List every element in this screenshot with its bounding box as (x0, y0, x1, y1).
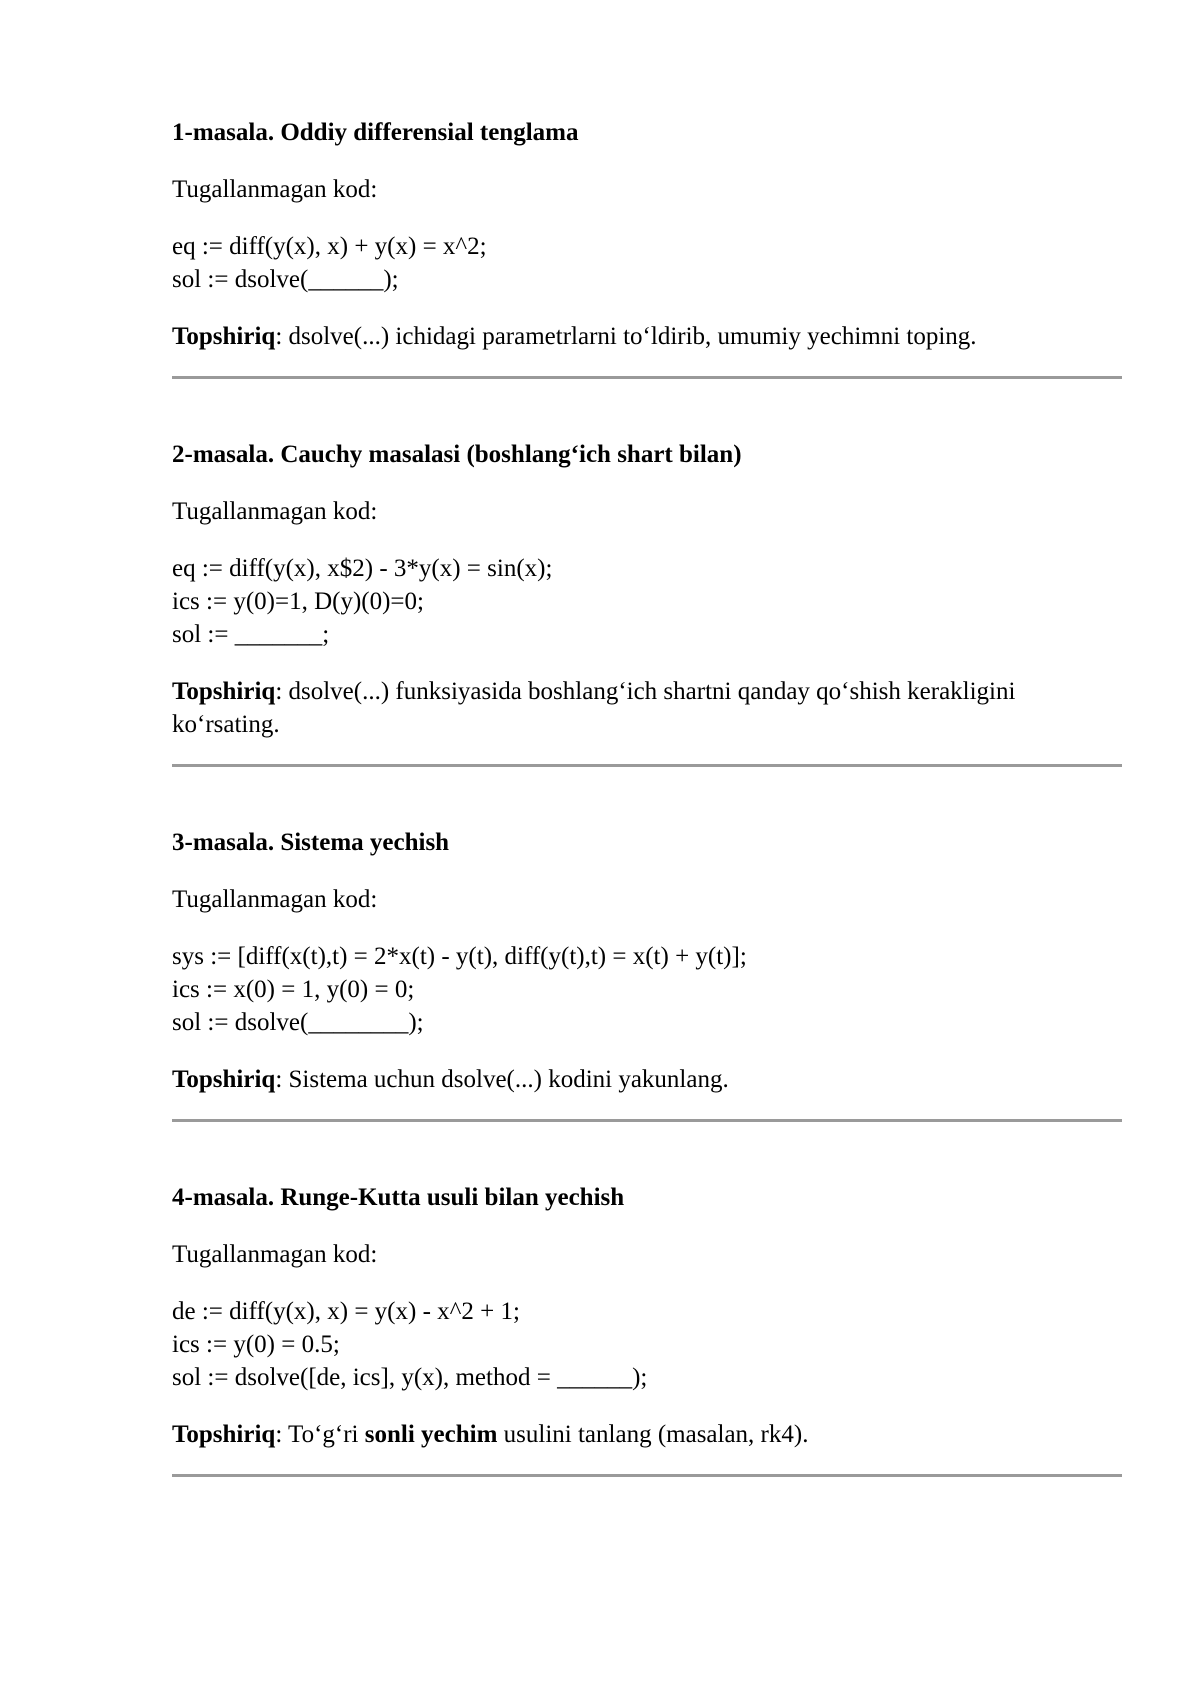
code-line: de := diff(y(x), x) = y(x) - x^2 + 1; (172, 1298, 520, 1325)
code-line: ics := y(0) = 0.5; (172, 1331, 340, 1358)
code-block (172, 940, 1122, 1039)
code-line: sol := _______; (172, 621, 330, 648)
code-line: ics := y(0)=1, D(y)(0)=0; (172, 588, 424, 615)
code-line: eq := diff(y(x), x$2) - 3*y(x) = sin(x); (172, 555, 553, 582)
task-label: Topshiriq (172, 323, 276, 350)
problem-title: 4-masala. Runge-Kutta usuli bilan yechish (172, 1184, 625, 1211)
task-body: : dsolve(...) funksiyasida boshlang‘ich shartni qanday qo‘shish kerakligini ko‘rsating. (172, 678, 1016, 738)
code-line: sol := dsolve(______); (172, 266, 399, 293)
problem-title: 2-masala. Cauchy masalasi (boshlang‘ich shart bilan) (172, 441, 742, 468)
task-body-before: : To‘g‘ri (275, 1421, 365, 1448)
code-line: ics := x(0) = 1, y(0) = 0; (172, 976, 415, 1003)
code-label: Tugallanmagan kod: (172, 886, 378, 913)
problem-2 (172, 438, 1122, 767)
document-page (172, 116, 1122, 1477)
code-line: sol := dsolve(________); (172, 1009, 424, 1036)
problem-4 (172, 1181, 1122, 1477)
code-block (172, 552, 1122, 651)
problem-title: 1-masala. Oddiy differensial tenglama (172, 119, 579, 146)
code-line: sol := dsolve([de, ics], y(x), method = ______); (172, 1364, 648, 1391)
task-body: : Sistema uchun dsolve(...) kodini yakunlang. (275, 1066, 729, 1093)
task-label: Topshiriq (172, 1066, 276, 1093)
code-label: Tugallanmagan kod: (172, 498, 378, 525)
task-body: : dsolve(...) ichidagi parametrlarni to‘ldirib, umumiy yechimni toping. (275, 323, 977, 350)
problem-1 (172, 116, 1122, 379)
problem-3 (172, 826, 1122, 1122)
task-text (172, 675, 1122, 741)
divider (172, 376, 1122, 379)
divider (172, 1474, 1122, 1477)
code-block (172, 230, 1122, 296)
task-label: Topshiriq (172, 1421, 276, 1448)
code-line: eq := diff(y(x), x) + y(x) = x^2; (172, 233, 487, 260)
task-text (172, 320, 1122, 353)
code-label: Tugallanmagan kod: (172, 176, 378, 203)
task-label: Topshiriq (172, 678, 276, 705)
task-text (172, 1063, 1122, 1096)
task-text (172, 1418, 1122, 1451)
divider (172, 1119, 1122, 1122)
divider (172, 764, 1122, 767)
task-emphasis: sonli yechim (364, 1421, 498, 1448)
problem-title: 3-masala. Sistema yechish (172, 829, 450, 856)
task-body-after: usulini tanlang (masalan, rk4). (497, 1421, 809, 1448)
code-block (172, 1295, 1122, 1394)
code-label: Tugallanmagan kod: (172, 1241, 378, 1268)
code-line: sys := [diff(x(t),t) = 2*x(t) - y(t), diff(y(t),t) = x(t) + y(t)]; (172, 943, 747, 970)
